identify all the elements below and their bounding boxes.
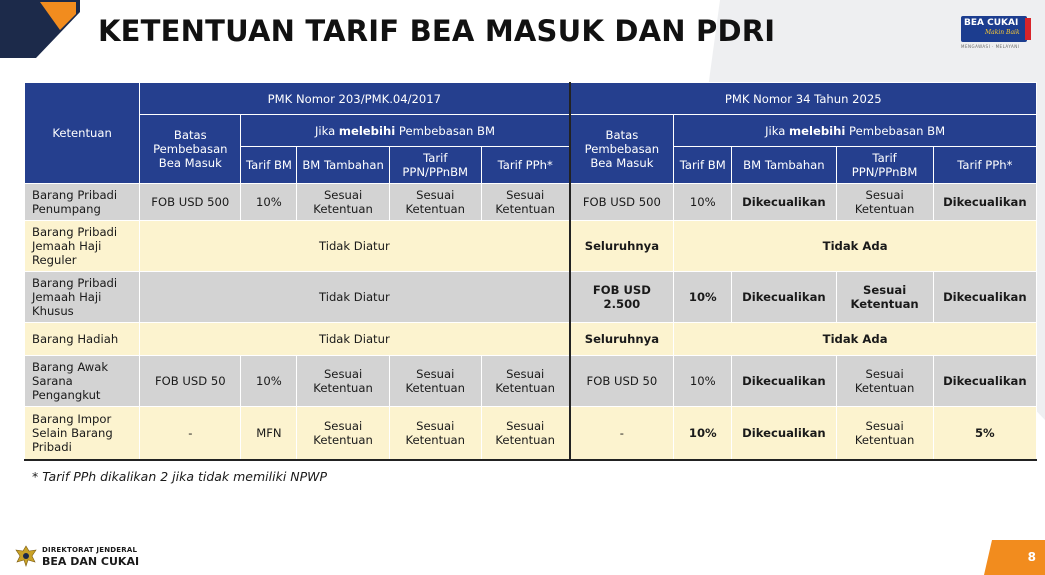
cell: Sesuai Ketentuan	[389, 356, 481, 407]
cell: 10%	[241, 356, 297, 407]
tariff-table	[24, 82, 1037, 461]
cell: Dikecualikan	[933, 356, 1036, 407]
cell: Seluruhnya	[570, 323, 674, 356]
cell: Sesuai Ketentuan	[836, 272, 933, 323]
header-tarif-bm-old: Tarif BM	[241, 147, 297, 184]
brand-word: BEA CUKAI	[964, 18, 1019, 28]
cell: 10%	[241, 184, 297, 221]
brand-tagline: Makin Baik	[985, 29, 1020, 36]
footnote: * Tarif PPh dikalikan 2 jika tidak memiliki NPWP	[32, 469, 328, 484]
cell: FOB USD 500	[570, 184, 674, 221]
table-row	[25, 407, 1037, 460]
cell: Dikecualikan	[933, 272, 1036, 323]
row-label: Barang Pribadi Penumpang	[25, 184, 140, 221]
header-bm-tambahan-new: BM Tambahan	[732, 147, 836, 184]
cell: Sesuai Ketentuan	[836, 407, 933, 460]
page-title: KETENTUAN TARIF BEA MASUK DAN PDRI	[98, 14, 776, 48]
cell: MFN	[241, 407, 297, 460]
row-label: Barang Pribadi Jemaah Haji Khusus	[25, 272, 140, 323]
cell: 10%	[674, 407, 732, 460]
cell-merged: Tidak Diatur	[140, 323, 570, 356]
cell: Sesuai Ketentuan	[297, 356, 389, 407]
garuda-emblem-icon	[14, 545, 38, 567]
cell-merged: Tidak Ada	[674, 323, 1037, 356]
header-tarif-pph-old: Tarif PPh*	[481, 147, 569, 184]
cell: Sesuai Ketentuan	[481, 184, 569, 221]
bea-cukai-logo	[961, 16, 1031, 52]
cell: Dikecualikan	[732, 272, 836, 323]
header-batas-old: Batas Pembebasan Bea Masuk	[140, 115, 241, 184]
table-row	[25, 221, 1037, 272]
cell: Sesuai Ketentuan	[297, 407, 389, 460]
cell: Sesuai Ketentuan	[297, 184, 389, 221]
corner-decoration	[0, 0, 80, 60]
cell: FOB USD 50	[140, 356, 241, 407]
header-tarif-ppn-old: Tarif PPN/PPnBM	[389, 147, 481, 184]
table-row	[25, 356, 1037, 407]
cell: Sesuai Ketentuan	[836, 184, 933, 221]
row-label: Barang Impor Selain Barang Pribadi	[25, 407, 140, 460]
header-tarif-bm-new: Tarif BM	[674, 147, 732, 184]
header-batas-new: Batas Pembebasan Bea Masuk	[570, 115, 674, 184]
cell: Sesuai Ketentuan	[389, 184, 481, 221]
cell: Dikecualikan	[933, 184, 1036, 221]
cell: Seluruhnya	[570, 221, 674, 272]
cell: 10%	[674, 356, 732, 407]
header-tarif-ppn-new: Tarif PPN/PPnBM	[836, 147, 933, 184]
djbc-footer-logo	[14, 543, 154, 569]
cell-merged: Tidak Ada	[674, 221, 1037, 272]
header-pmk-new: PMK Nomor 34 Tahun 2025	[570, 83, 1037, 115]
cell-merged: Tidak Diatur	[140, 272, 570, 323]
table-row	[25, 184, 1037, 221]
cell: Sesuai Ketentuan	[481, 356, 569, 407]
cell: FOB USD 50	[570, 356, 674, 407]
cell: FOB USD 500	[140, 184, 241, 221]
cell-merged: Tidak Diatur	[140, 221, 570, 272]
header-tarif-pph-new: Tarif PPh*	[933, 147, 1036, 184]
page-number: 8	[1027, 550, 1036, 564]
header-jika-old: Jika melebihi Pembebasan BM	[241, 115, 570, 147]
cell: FOB USD 2.500	[570, 272, 674, 323]
header-ketentuan: Ketentuan	[25, 83, 140, 184]
cell: Dikecualikan	[732, 356, 836, 407]
footer-org-line2: BEA DAN CUKAI	[42, 555, 140, 568]
cell: 10%	[674, 184, 732, 221]
cell: 10%	[674, 272, 732, 323]
cell: Sesuai Ketentuan	[389, 407, 481, 460]
header-bm-tambahan-old: BM Tambahan	[297, 147, 389, 184]
table-row	[25, 272, 1037, 323]
cell: Sesuai Ketentuan	[836, 356, 933, 407]
row-label: Barang Pribadi Jemaah Haji Reguler	[25, 221, 140, 272]
cell: Dikecualikan	[732, 184, 836, 221]
cell: Dikecualikan	[732, 407, 836, 460]
footer-org-line1: DIREKTORAT JENDERAL	[42, 546, 138, 554]
header-pmk-old: PMK Nomor 203/PMK.04/2017	[140, 83, 570, 115]
row-label: Barang Hadiah	[25, 323, 140, 356]
cell: -	[570, 407, 674, 460]
cell: -	[140, 407, 241, 460]
cell: 5%	[933, 407, 1036, 460]
header-jika-new: Jika melebihi Pembebasan BM	[674, 115, 1037, 147]
table-row	[25, 323, 1037, 356]
row-label: Barang Awak Sarana Pengangkut	[25, 356, 140, 407]
cell: Sesuai Ketentuan	[481, 407, 569, 460]
brand-motto: MENGAWASI · MELAYANI	[961, 44, 1020, 49]
